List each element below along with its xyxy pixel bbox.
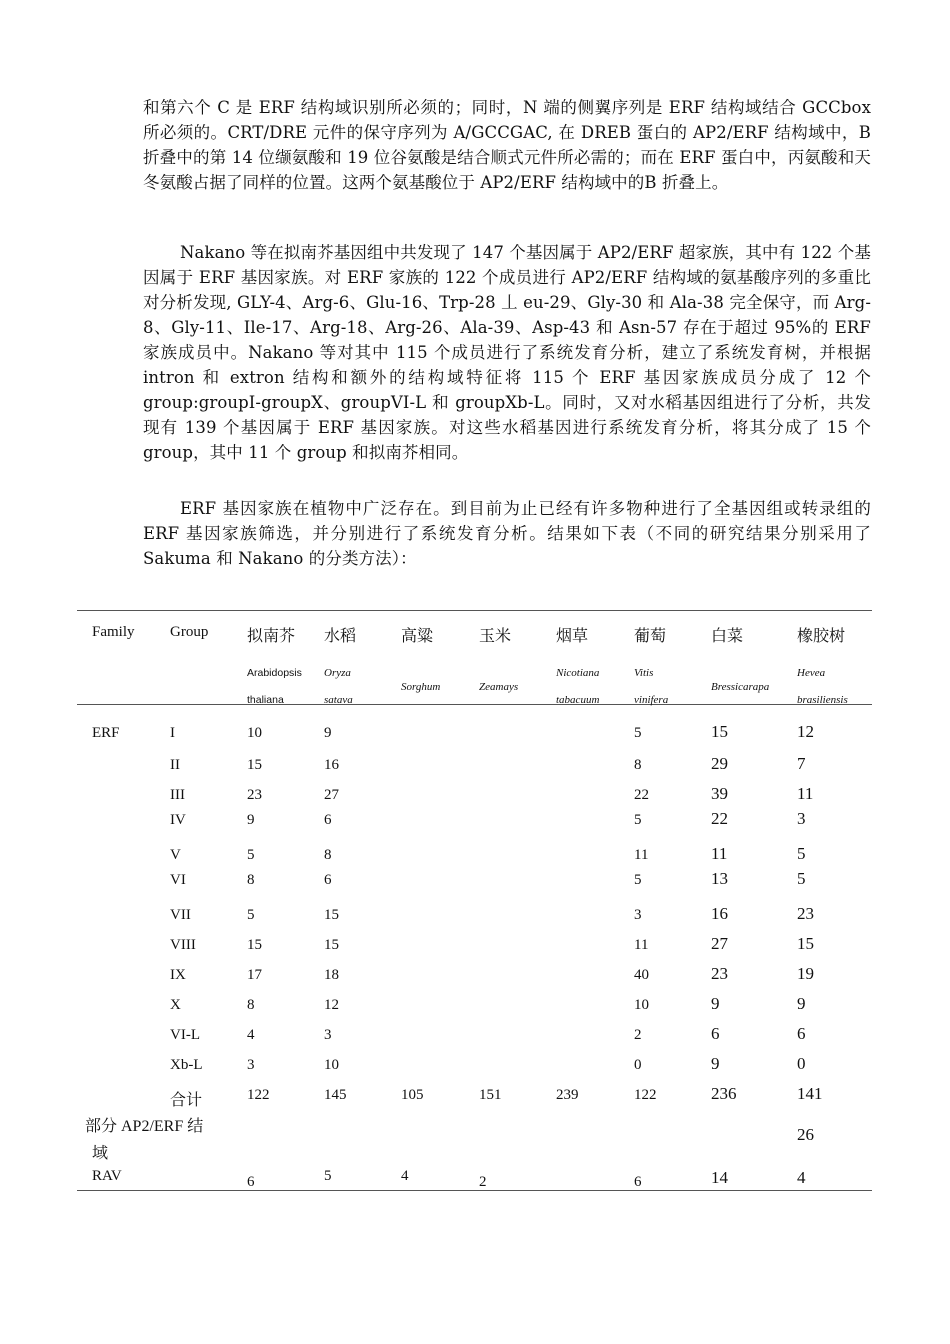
group-label: IV xyxy=(170,812,186,828)
species-name-latin: Oryza xyxy=(324,667,351,679)
table-cell: 141 xyxy=(797,1084,823,1103)
table-cell: 11 xyxy=(634,847,649,863)
table-cell: 5 xyxy=(247,847,255,863)
family-erf: ERF xyxy=(92,725,120,741)
species-name-cn: 橡胶树 xyxy=(797,626,846,645)
table-cell: 11 xyxy=(711,844,728,863)
table-cell: 10 xyxy=(324,1057,339,1073)
table-cell: 18 xyxy=(324,967,339,983)
species-name-cn: 白菜 xyxy=(711,626,744,645)
table-cell: 19 xyxy=(797,964,814,983)
table-cell: 40 xyxy=(634,967,649,983)
group-label: VIII xyxy=(170,937,196,953)
species-name-cn: 拟南芥 xyxy=(247,626,296,645)
table-cell: 15 xyxy=(711,722,728,741)
species-name-latin-cont: tabacuum xyxy=(556,694,600,706)
species-name-cn: 水稻 xyxy=(324,626,357,645)
table-cell: 8 xyxy=(324,847,332,863)
table-cell: 5 xyxy=(797,844,806,863)
table-cell: 12 xyxy=(324,997,339,1013)
table-cell: 15 xyxy=(324,937,339,953)
table-cell: 5 xyxy=(797,869,806,888)
table-cell: 122 xyxy=(634,1087,657,1103)
group-label: VI xyxy=(170,872,186,888)
group-label: Xb-L xyxy=(170,1057,203,1073)
rav-value: 6 xyxy=(247,1174,255,1190)
table-cell: 15 xyxy=(247,937,262,953)
species-name-latin-cont: vinifera xyxy=(634,694,669,706)
table-cell: 8 xyxy=(247,872,255,888)
paragraph-3: ERF 基因家族在植物中广泛存在。到目前为止已经有许多物种进行了全基因组或转录组的 ERF 基因家族筛选，并分别进行了系统发育分析。结果如下表（不同的研究结果分别采用了 Sakuma 和 Nakano 的分类方法）： xyxy=(143,499,871,568)
table-cell: 11 xyxy=(797,784,814,803)
rav-value: 5 xyxy=(324,1168,332,1184)
family-rav: RAV xyxy=(92,1168,122,1184)
group-label: X xyxy=(170,997,181,1013)
table-cell: 10 xyxy=(634,997,649,1013)
group-label: III xyxy=(170,787,185,803)
species-name-latin: Sorghum xyxy=(401,681,441,693)
table-cell: 15 xyxy=(797,934,814,953)
table-cell: 3 xyxy=(247,1057,255,1073)
table-cell: 2 xyxy=(634,1027,642,1043)
table-cell: 0 xyxy=(634,1057,642,1073)
species-name-cn: 葡萄 xyxy=(634,626,667,645)
group-label: 合计 xyxy=(170,1092,203,1109)
table-cell: 16 xyxy=(711,904,728,923)
table-cell: 10 xyxy=(247,725,262,741)
table-cell: 23 xyxy=(797,904,814,923)
table-cell: 27 xyxy=(711,934,728,953)
partial-domain-label: 部分 AP2/ERF 结 xyxy=(85,1118,204,1135)
paragraph-1: 和第六个 C 是 ERF 结构域识别所必须的；同时，N 端的侧翼序列是 ERF 结构域结合 GCCbox 所必须的。CRT/DRE 元件的保守序列为 A/GCCGAC, 在 DREB 蛋白的 AP2/ERF 结构域中，Β 折叠中的第 14 位缬氨酸和 19 位谷氨酸是结合顺式元件所必需的；而在 ERF 蛋白中，丙氨酸和天冬氨酸占据了同样的位置。这两个氨基酸位于 AP2/ERF 结构域中的Β 折叠上。 xyxy=(143,98,871,192)
paragraph-2: Nakano 等在拟南芥基因组中共发现了 147 个基因属于 AP2/ERF 超家族，其中有 122 个基因属于 ERF 基因家族。对 ERF 家族的 122 个成员进行 AP2/ERF 结构域的氨基酸序列的多重比对分析发现, GLY-4、Arg-6、Glu-16、Trp-28 丄 eu-29、Gly-30 和 Ala-38 完全保守，而 Arg-8、Gly-11、Ile-17、Arg-18、Arg-26、Ala-39、Asp-43 和 Asn-57 存在于超过 95%的 ERF 家族成员中。Nakano 等对其中 115 个成员进行了系统发育分析，建立了系统发育树，并根据 intron 和 extron 结构和额外的结构域特征将 115 个 ERF 基因家族成员分成了 12 个 group:groupI-groupX、groupVI-L 和 groupXb-L。同时，又对水稻基因组进行了分析，共发现有 139 个基因属于 ERF 基因家族。对这些水稻基因进行系统发育分析，将其分成了 15 个 group，其中 11 个 group 和拟南芥相同。 xyxy=(143,243,871,462)
table-cell: 22 xyxy=(711,809,728,828)
table-cell: 22 xyxy=(634,787,649,803)
table-cell: 236 xyxy=(711,1084,737,1103)
table-cell: 17 xyxy=(247,967,262,983)
table-cell: 23 xyxy=(711,964,728,983)
table-cell: 3 xyxy=(324,1027,332,1043)
header-family: Family xyxy=(92,624,135,640)
species-name-latin: Nicotiana xyxy=(556,667,600,679)
table-cell: 6 xyxy=(324,812,332,828)
table-cell: 11 xyxy=(634,937,649,953)
table-cell: 15 xyxy=(247,757,262,773)
table-cell: 5 xyxy=(634,872,642,888)
species-name-latin: Arabidopsis xyxy=(247,667,302,679)
group-label: V xyxy=(170,847,181,863)
table-cell: 4 xyxy=(247,1027,255,1043)
species-name-latin: Vitis xyxy=(634,667,654,679)
table-cell: 9 xyxy=(324,725,332,741)
table-cell: 9 xyxy=(247,812,255,828)
table-cell: 5 xyxy=(634,812,642,828)
rav-value: 4 xyxy=(401,1168,409,1184)
species-name-latin-cont: satava xyxy=(324,694,353,706)
table-cell: 3 xyxy=(797,809,806,828)
table-cell: 6 xyxy=(711,1024,720,1043)
table-cell: 5 xyxy=(634,725,642,741)
table-cell: 23 xyxy=(247,787,262,803)
group-label: I xyxy=(170,725,175,741)
table-cell: 5 xyxy=(247,907,255,923)
rav-value: 14 xyxy=(711,1168,728,1187)
table-header-rule xyxy=(77,704,872,705)
group-label: VI-L xyxy=(170,1027,200,1043)
table-cell: 9 xyxy=(711,1054,720,1073)
table-cell: 151 xyxy=(479,1087,502,1103)
table-cell: 39 xyxy=(711,784,728,803)
rav-value: 4 xyxy=(797,1168,806,1187)
table-cell: 15 xyxy=(324,907,339,923)
table-cell: 13 xyxy=(711,869,728,888)
species-name-cn: 高粱 xyxy=(401,626,434,645)
species-name-latin-cont: thaliana xyxy=(247,694,284,706)
table-cell: 7 xyxy=(797,754,806,773)
table-bottom-rule xyxy=(77,1190,872,1191)
table-cell: 105 xyxy=(401,1087,424,1103)
group-label: IX xyxy=(170,967,186,983)
partial-domain-value: 26 xyxy=(797,1125,814,1144)
table-cell: 3 xyxy=(634,907,642,923)
group-label: II xyxy=(170,757,180,773)
table-cell: 9 xyxy=(711,994,720,1013)
table-cell: 6 xyxy=(324,872,332,888)
table-cell: 145 xyxy=(324,1087,347,1103)
table-cell: 27 xyxy=(324,787,339,803)
species-name-latin: Zeamays xyxy=(479,681,519,693)
table-cell: 12 xyxy=(797,722,814,741)
table-cell: 16 xyxy=(324,757,339,773)
partial-domain-label-cont: 域 xyxy=(92,1145,109,1162)
rav-value: 2 xyxy=(479,1174,487,1190)
species-name-cn: 玉米 xyxy=(479,626,512,645)
table-top-rule xyxy=(77,610,872,611)
table-cell: 8 xyxy=(634,757,642,773)
table-cell: 9 xyxy=(797,994,806,1013)
table-cell: 239 xyxy=(556,1087,579,1103)
table-cell: 8 xyxy=(247,997,255,1013)
species-name-latin: Hevea xyxy=(797,667,826,679)
rav-value: 6 xyxy=(634,1174,642,1190)
header-group: Group xyxy=(170,624,209,640)
group-label: VII xyxy=(170,907,191,923)
table-cell: 6 xyxy=(797,1024,806,1043)
species-name-latin-cont: brasiliensis xyxy=(797,694,848,706)
table-cell: 122 xyxy=(247,1087,270,1103)
table-cell: 29 xyxy=(711,754,728,773)
species-name-latin: Bressicarapa xyxy=(711,681,770,693)
species-name-cn: 烟草 xyxy=(556,626,589,645)
table-cell: 0 xyxy=(797,1054,806,1073)
